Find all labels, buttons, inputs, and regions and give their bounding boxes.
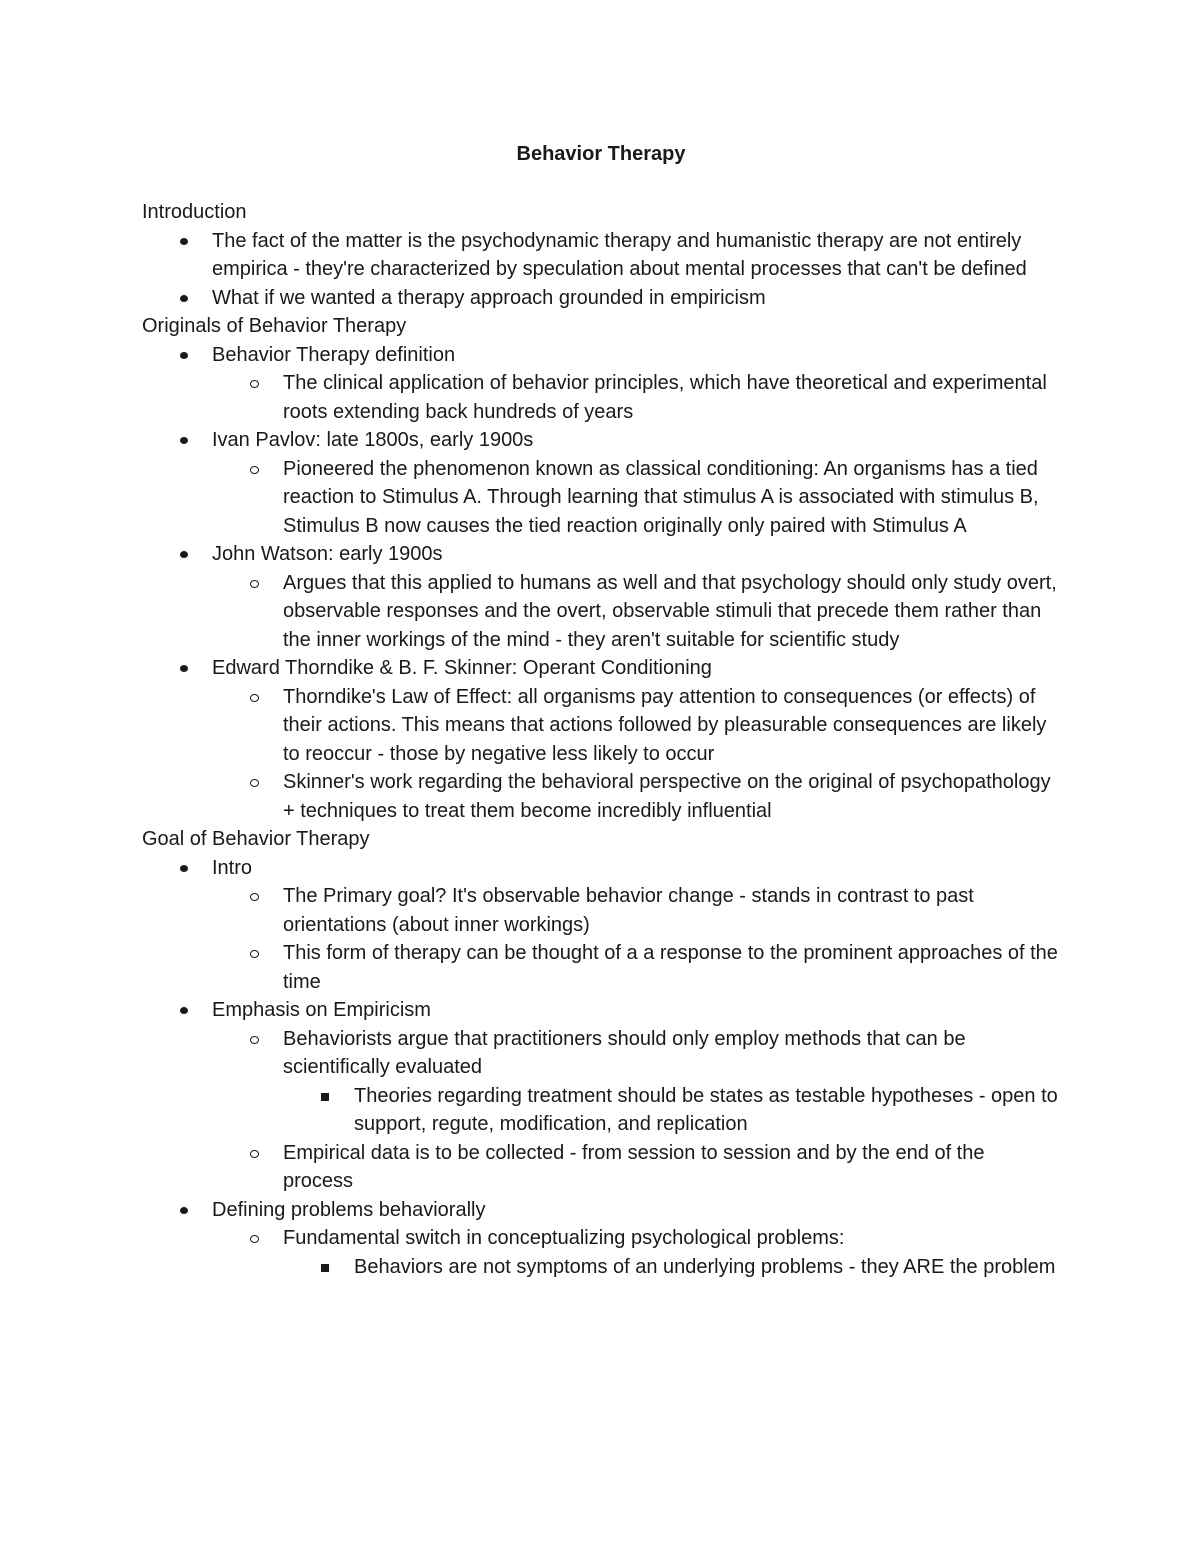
list-item-text: Defining problems behaviorally [212,1198,486,1221]
filled-bullet-icon [180,295,188,302]
list-item-text: What if we wanted a therapy approach grounded in empiricism [212,286,766,309]
list-item-text: Behaviorists argue that practitioners should only employ methods that can be scientifically evaluated [283,1027,966,1078]
sub-bullet-list [212,882,1060,996]
list-item-text: Intro [212,856,253,879]
hollow-bullet-icon [250,694,259,702]
filled-bullet-icon [180,865,188,872]
list-item [142,654,1060,825]
section-heading: Originals of Behavior Therapy [142,315,407,337]
sub-bullet-list [212,569,1060,655]
sub-bullet-list [212,683,1060,826]
section-introduction [142,198,1060,312]
list-item [212,768,1060,825]
list-item [283,1082,1060,1139]
section-heading: Introduction [142,201,247,223]
hollow-bullet-icon [250,1235,259,1243]
list-item-text: Empirical data is to be collected - from session to session and by the end of the process [283,1141,985,1192]
list-item-text: Pioneered the phenomenon known as classical conditioning: An organisms has a tied reaction to Stimulus A. Through learning that stimulus A is associated with stimulus B, Stimulus B now causes the tied reaction originally only paired with Stimulus A [283,457,1039,537]
hollow-bullet-icon [250,779,259,787]
bullet-list [142,227,1060,313]
bullet-list [142,341,1060,826]
filled-bullet-icon [180,437,188,444]
sub-bullet-list [212,369,1060,426]
hollow-bullet-icon [250,1150,259,1158]
list-item [142,426,1060,540]
list-item-text: Argues that this applied to humans as well and that psychology should only study overt, observable responses and the overt, observable stimuli that precede them rather than the inner workings of the mind - they aren't suitable for scientific study [283,571,1057,651]
list-item [142,284,1060,313]
list-item-text: Ivan Pavlov: late 1800s, early 1900s [212,429,534,451]
list-item-text: Behavior Therapy definition [212,343,456,366]
list-item [212,455,1060,541]
list-item [142,341,1060,427]
section-heading: Goal of Behavior Therapy [142,828,370,850]
page-title: Behavior Therapy [516,143,686,165]
list-item-text: Thorndike's Law of Effect: all organisms pay attention to consequences (or effects) of their actions. This means that actions followed by pleasurable consequences are likely to reoccur - those by negative less likely to occur [283,685,1047,765]
square-bullet-icon [321,1093,329,1101]
list-item-text: John Watson: early 1900s [212,543,443,565]
hollow-bullet-icon [250,893,259,901]
sub-bullet-list [212,1224,1060,1281]
filled-bullet-icon [180,665,188,672]
list-item-text: Behaviors are not symptoms of an underlying problems - they ARE the problem [354,1255,1056,1278]
list-item-text: Edward Thorndike & B. F. Skinner: Operant Conditioning [212,657,712,679]
filled-bullet-icon [180,1207,188,1214]
list-item [142,854,1060,997]
list-item-text: Fundamental switch in conceptualizing psychological problems: [283,1227,845,1249]
list-item [212,1224,1060,1281]
hollow-bullet-icon [250,380,259,388]
list-item [212,369,1060,426]
hollow-bullet-icon [250,950,259,958]
list-item [212,882,1060,939]
sub-bullet-list [212,455,1060,541]
list-item [212,569,1060,655]
hollow-bullet-icon [250,466,259,474]
list-item [212,1139,1060,1196]
list-item-text: The Primary goal? It's observable behavior change - stands in contrast to past orientations (about inner workings) [283,885,974,936]
filled-bullet-icon [180,352,188,359]
sub-bullet-list [212,1025,1060,1196]
list-item [212,683,1060,769]
list-item-text: This form of therapy can be thought of a a response to the prominent approaches of the time [283,942,1058,993]
sub-sub-bullet-list [283,1082,1060,1139]
list-item [142,1196,1060,1282]
sub-sub-bullet-list [283,1253,1060,1282]
list-item-text: The clinical application of behavior principles, which have theoretical and experimental roots extending back hundreds of years [283,372,1047,423]
list-item-text: Emphasis on Empiricism [212,999,431,1021]
hollow-bullet-icon [250,1036,259,1044]
filled-bullet-icon [180,551,188,558]
list-item [142,996,1060,1196]
list-item-text: Theories regarding treatment should be states as testable hypotheses - open to support, regute, modification, and replication [354,1084,1058,1135]
list-item [212,939,1060,996]
bullet-list [142,854,1060,1282]
filled-bullet-icon [180,238,188,245]
list-item [142,540,1060,654]
list-item [212,1025,1060,1139]
section-originals [142,312,1060,825]
section-goal [142,825,1060,1281]
list-item [283,1253,1060,1282]
hollow-bullet-icon [250,580,259,588]
filled-bullet-icon [180,1007,188,1014]
list-item-text: The fact of the matter is the psychodynamic therapy and humanistic therapy are not entirely empirica - they're characterized by speculation about mental processes that can't be defined [212,229,1027,280]
list-item [142,227,1060,284]
square-bullet-icon [321,1264,329,1272]
list-item-text: Skinner's work regarding the behavioral perspective on the original of psychopathology + techniques to treat them become incredibly influential [283,771,1051,822]
